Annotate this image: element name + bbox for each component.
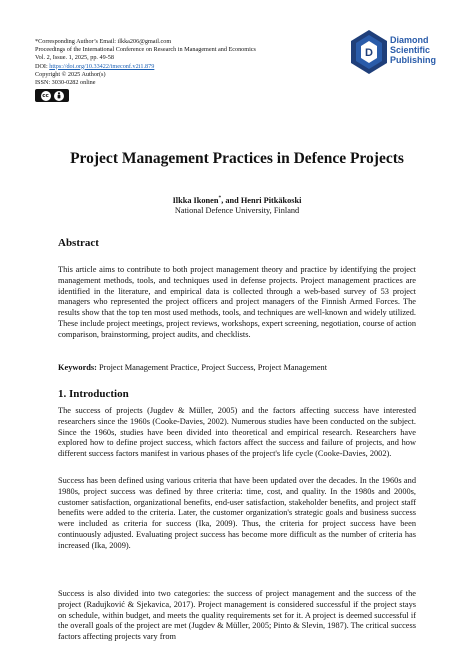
doi-label: DOI: xyxy=(35,62,50,70)
cc-icon: cc xyxy=(41,91,51,101)
publisher-line2: Scientific xyxy=(390,45,431,55)
header-metadata xyxy=(35,38,335,102)
doi-link[interactable]: https://doi.org/10.33422/imeconf.v2i1.879 xyxy=(49,62,155,70)
introduction-heading: 1. Introduction xyxy=(58,388,129,400)
by-person-icon xyxy=(54,91,64,101)
affiliation: National Defence University, Finland xyxy=(174,206,300,215)
intro-paragraph-3: Success is also divided into two categories: the success of project management and the success of the project (Radujković & Sjekavica, 2017). Project management is considered successful if the project stays on schedule, within budget, and meets the quality requirements set for it. A project is deemed successful if the overall goals of the project are met (Jugdev & Müller, 2005; Pinto & Slevin, 1987). The critical success factors affecting projects vary from xyxy=(58,589,416,642)
keywords-list: Project Management Practice, Project Success, Project Management xyxy=(96,363,328,372)
copyright-line: Copyright © 2025 Author(s) xyxy=(35,70,106,78)
publisher-name xyxy=(390,35,436,65)
keywords-label: Keywords: xyxy=(58,363,97,372)
author-2: Henri Pitkäkoski xyxy=(240,195,302,205)
intro-paragraph-1: The success of projects (Jugdev & Müller, 2005) and the factors affecting success have interested researchers since the 1960s (Cooke-Davies, 2002). Numerous studies have been conducted on the subject. Since the 1960s, studies have been divided into theoretical and empirical research. Researchers have explored how to define project success, which factors affect the success and failure of projects, and how different success factors manifest in various phases of the project's life cycle (Cooke-Davies, 2002). xyxy=(58,406,416,459)
publisher-line3: Publishing xyxy=(390,55,436,65)
logo-letter: D xyxy=(365,47,373,59)
issn-line: ISSN: 3030-0282 online xyxy=(35,79,96,87)
volume-line: Vol. 2, Issue. 1, 2025, pp. 49-58 xyxy=(35,54,114,62)
doi-line xyxy=(35,63,335,71)
paper-title: Project Management Practices in Defence Projects xyxy=(70,150,404,167)
cc-by-icon xyxy=(35,89,69,102)
abstract-heading: Abstract xyxy=(58,237,99,249)
author-separator: , and xyxy=(221,195,241,205)
diamond-logo-icon xyxy=(351,30,387,74)
author-1: Ilkka Ikonen xyxy=(172,195,219,205)
intro-paragraph-2: Success has been defined using various criteria that have been updated over the decades. In the 1960s and 1980s, project success was defined by three criteria: time, cost, and quality. In the 1980s and 2000s, customer satisfaction, organizational benefits, end-user satisfaction, stakeholder benefits, and project staff benefits were added to the criteria. Later, the customer organization's strategic goals and business success were included as criteria for success (Ika, 2009). Thus, the criteria for project success have been continuously adjusted. Evaluating project success has become more difficult as the number of criteria has increased (Ika, 2009). xyxy=(58,476,416,550)
keywords-line xyxy=(58,363,438,372)
abstract-text: This article aims to contribute to both project management theory and practice by identifying the project management methods, tools, and techniques used in defense projects. Project management practices are identified in the literature, and empirical data is collected through a web-based survey of 53 project managers who represented the project officers and project managers of the Finnish Armed Forces. The results show that the top ten most used methods, tools, and techniques are well-known and widely utilized. These include project meetings, project reviews, workshops, expert screening, negotiation, course of action comparison, brainstorming, project audits, and checklists. xyxy=(58,265,416,339)
proceedings-line: Proceedings of the International Conference on Research in Management and Economics xyxy=(35,46,256,54)
cc-license-badge[interactable] xyxy=(35,89,335,102)
publisher-logo xyxy=(351,30,451,74)
publisher-line1: Diamond xyxy=(390,35,429,45)
corresponding-mark: * xyxy=(218,195,222,201)
author-line xyxy=(0,195,474,205)
corresponding-author-line: *Corresponding Author’s Email: ilkka206@gmail.com xyxy=(35,38,172,45)
